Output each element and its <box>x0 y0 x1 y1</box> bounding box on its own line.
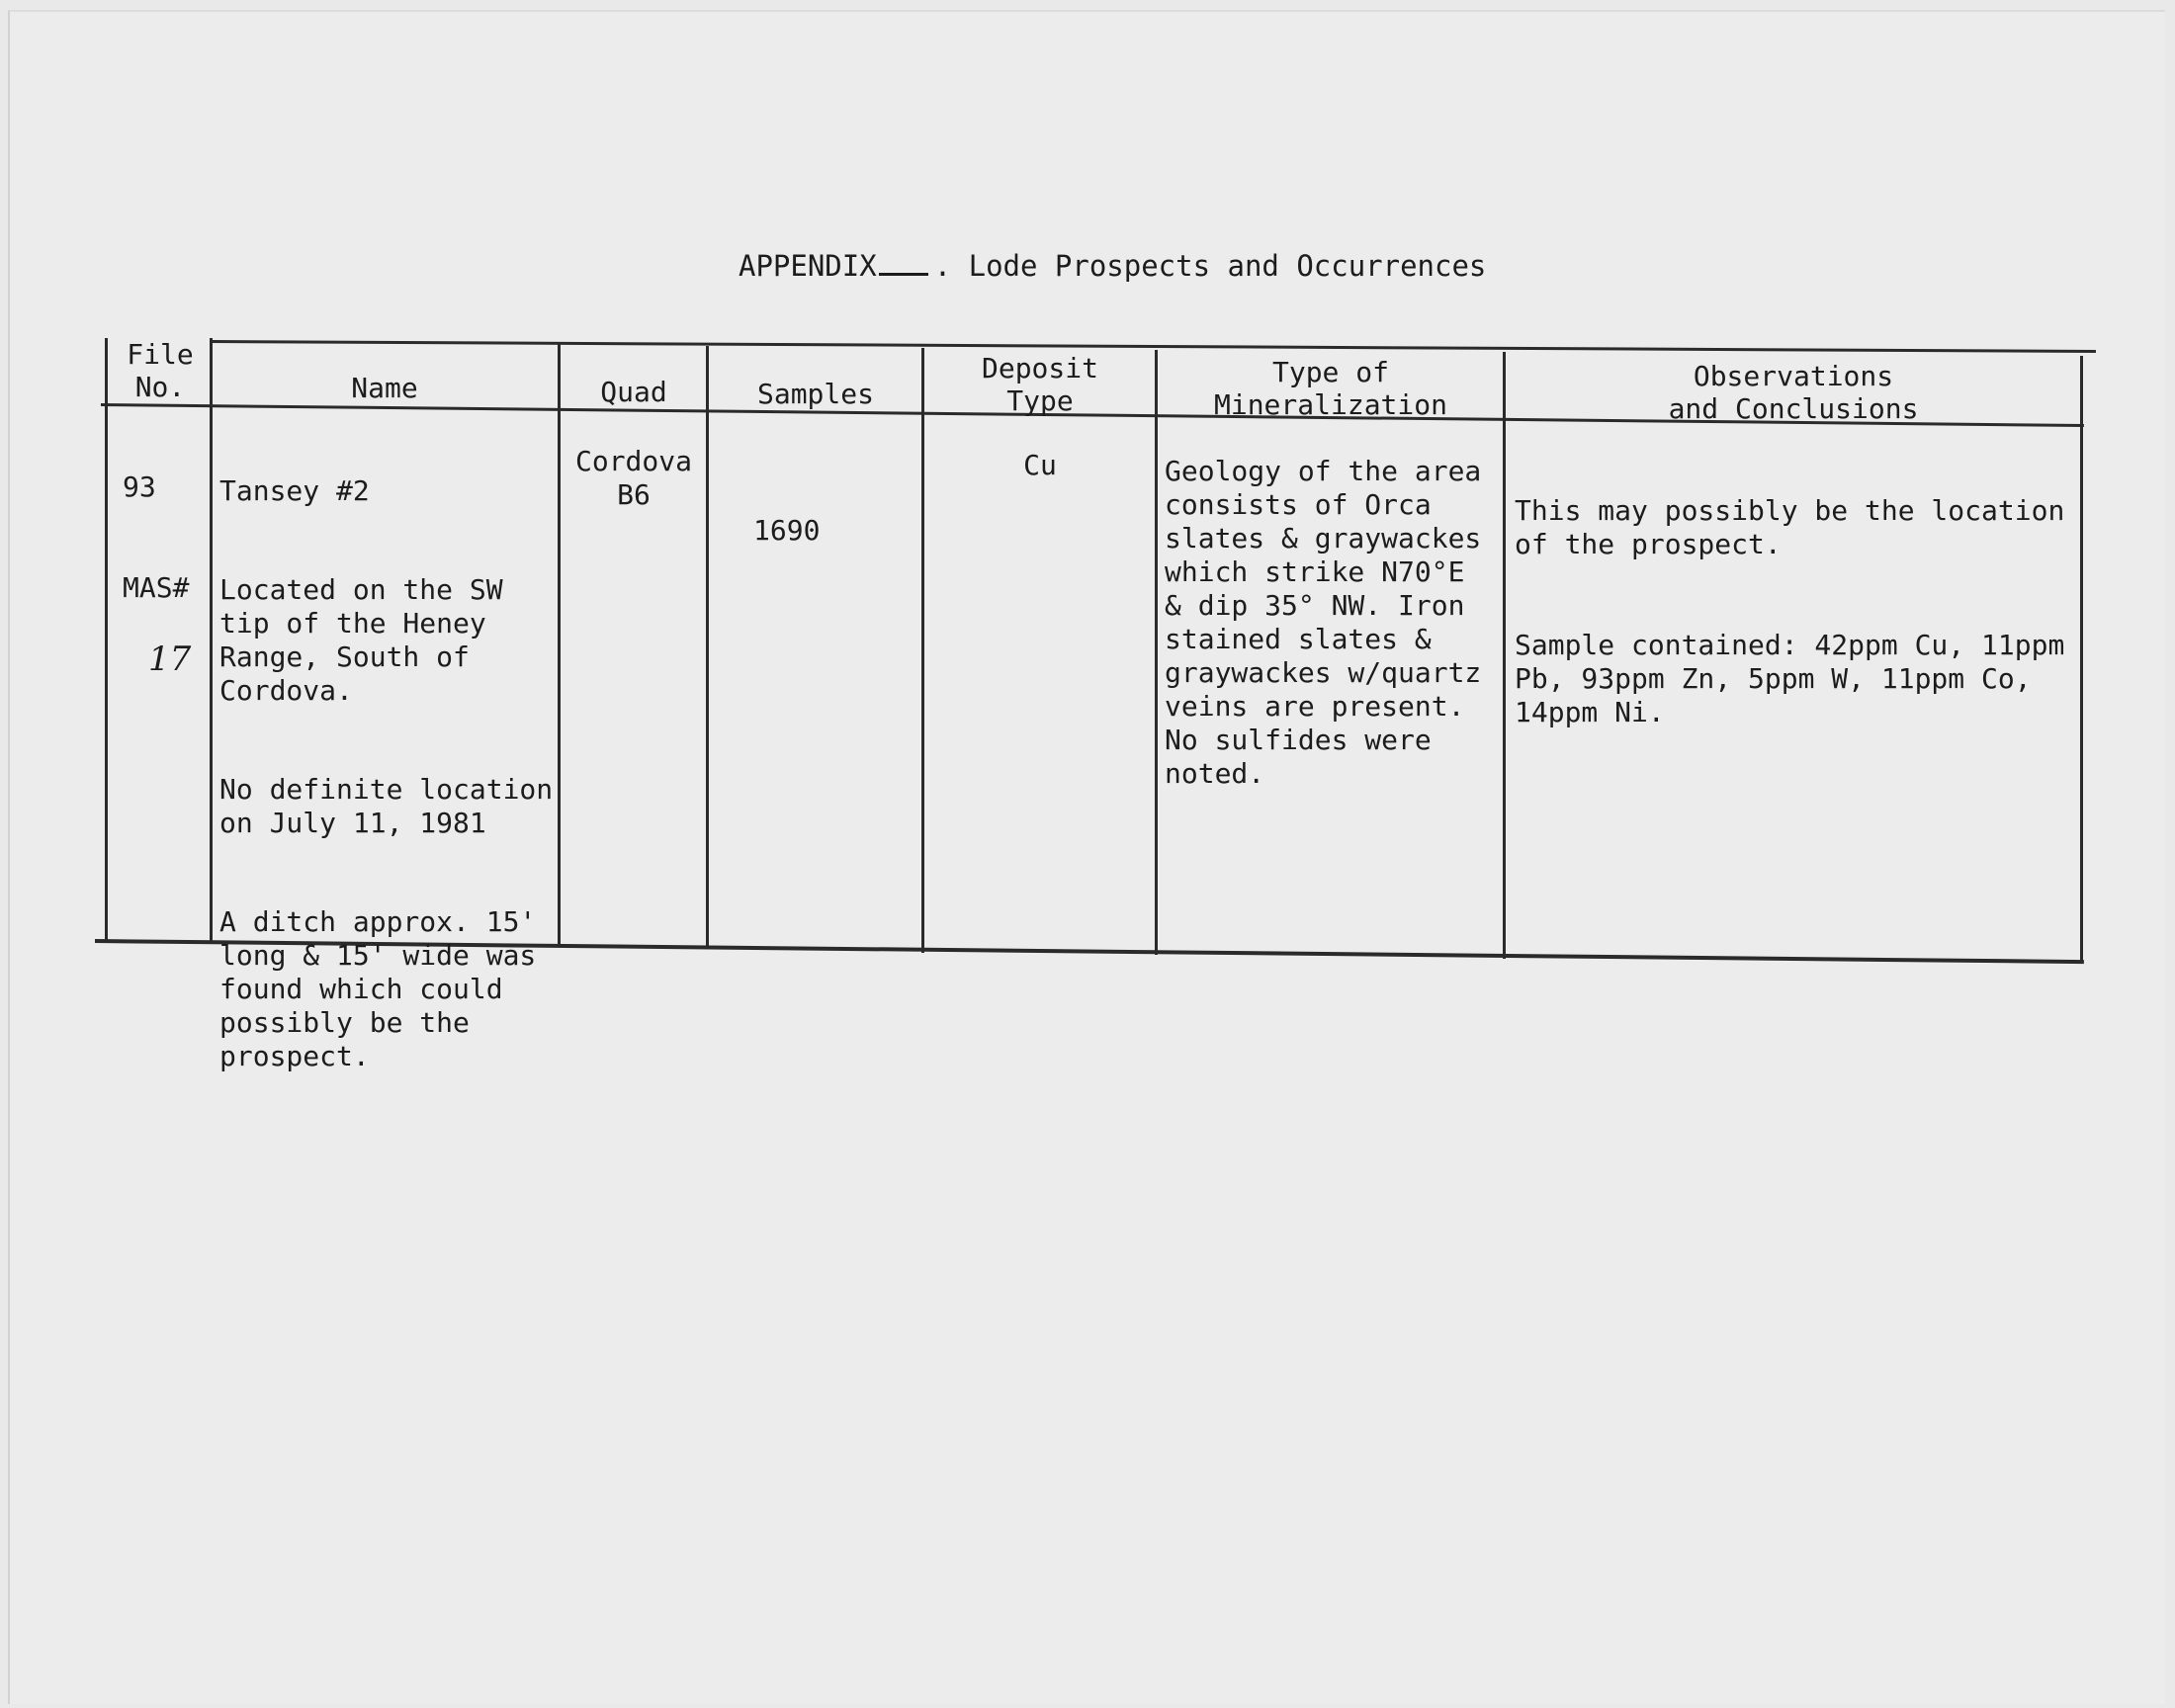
header-deposit-type: Deposit Type <box>981 352 1098 417</box>
prospect-ditch-note: A ditch approx. 15' long & 15' wide was found which could possibly be the prospect. <box>219 905 537 1072</box>
observation-sample: Sample contained: 42ppm Cu, 11ppm Pb, 93ppm Zn, 5ppm W, 11ppm Co, 14ppm Ni. <box>1515 629 2065 728</box>
cell-file-no <box>123 437 212 710</box>
header-mineralization: Type of Mineralization <box>1213 356 1447 421</box>
appendix-title-text: . Lode Prospects and Occurrences <box>933 249 1487 283</box>
cell-mineralization: Geology of the area consists of Orca slates & graywackes which strike N70°E & dip 35° NW. Iron stained slates & graywackes w/quartz veins are present. No sulfides were noted. <box>1165 455 1482 790</box>
header-quad: Quad <box>600 376 667 408</box>
observation-location: This may possibly be the location of the prospect. <box>1515 494 2065 560</box>
mas-label: MAS# <box>123 571 190 604</box>
prospect-name: Tansey #2 <box>219 474 370 507</box>
lode-prospects-table <box>101 338 2086 1072</box>
table-right-rule <box>2080 356 2083 961</box>
cell-name <box>219 441 561 1107</box>
mas-number-handwritten: 17 <box>148 640 192 679</box>
cell-observations <box>1515 461 2080 763</box>
prospect-location: Located on the SW tip of the Heney Range, South of Cordova. <box>219 573 503 707</box>
cell-samples: 1690 <box>753 514 821 547</box>
col-divider-mineral-obs <box>1503 352 1506 959</box>
header-observations: Observations and Conclusions <box>1668 360 1919 425</box>
col-divider-deposit-mineral <box>1155 350 1158 955</box>
cell-deposit-type: Cu <box>1023 449 1057 481</box>
col-divider-quad-samples <box>706 346 709 949</box>
table-left-rule <box>105 338 108 941</box>
header-file-no: File No. <box>127 338 194 403</box>
document-page <box>8 10 2165 1704</box>
cell-quad: Cordova B6 <box>574 445 692 511</box>
header-samples: Samples <box>756 378 874 410</box>
appendix-number-blank <box>879 251 928 276</box>
appendix-title <box>739 249 1486 283</box>
prospect-definite-note: No definite location on July 11, 1981 <box>219 773 554 839</box>
file-number: 93 <box>123 470 156 503</box>
appendix-label: APPENDIX <box>739 249 877 283</box>
col-divider-samples-deposit <box>921 348 924 953</box>
header-name: Name <box>351 372 418 404</box>
